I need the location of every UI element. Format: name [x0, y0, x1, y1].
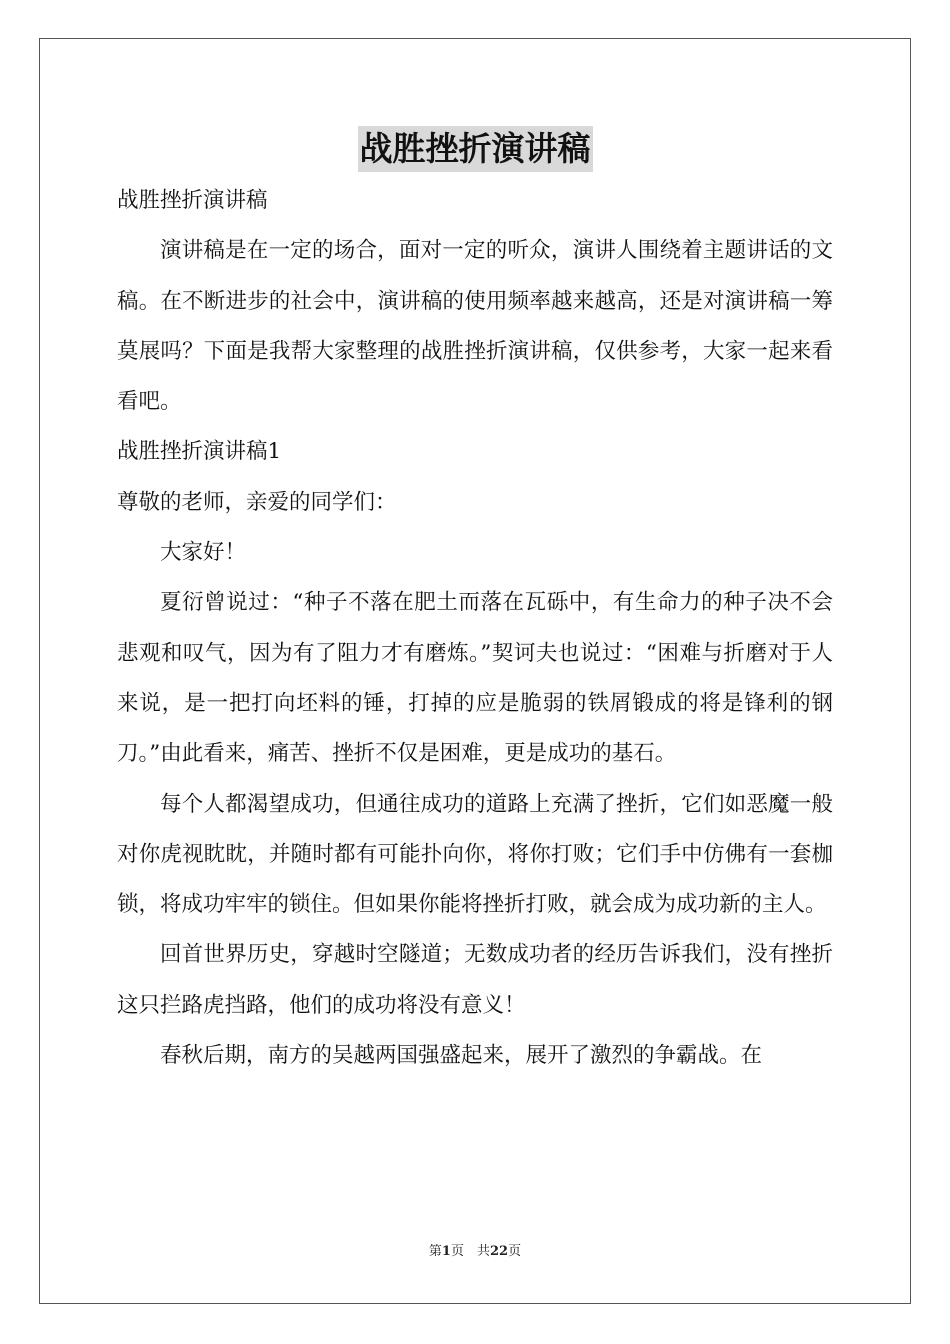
footer-middle: 页 共 [450, 1244, 490, 1259]
footer-prefix: 第 [428, 1244, 442, 1259]
paragraph: 夏衍曾说过：“种子不落在肥土而落在瓦砾中，有生命力的种子决不会悲观和叹气，因为有了阻力才有磨炼。”契诃夫也说过：“困难与折磨对于人来说，是一把打向坯料的锤，打掉的应是脆弱的铁屑锻成的将是锋利的钢刀。”由此看来，痛苦、挫折不仅是困难，更是成功的基石。 [117, 590, 833, 767]
footer-total-pages: 22 [489, 1244, 509, 1259]
paragraph: 尊敬的老师，亲爱的同学们： [117, 489, 397, 515]
page-footer [0, 1243, 950, 1261]
document-body [117, 176, 833, 1081]
paragraph: 回首世界历史，穿越时空隧道；无数成功者的经历告诉我们，没有挫折这只拦路虎挡路，他们的成功将没有意义！ [117, 942, 833, 1018]
document-title: 战胜挫折演讲稿 [358, 126, 593, 172]
paragraph: 战胜挫折演讲稿 [117, 188, 268, 213]
paragraph: 战胜挫折演讲稿1 [117, 439, 282, 465]
footer-page-number: 1 [441, 1244, 451, 1259]
title-container [0, 126, 950, 172]
paragraph: 春秋后期，南方的吴越两国强盛起来，展开了激烈的争霸战。在 [160, 1043, 763, 1069]
paragraph: 每个人都渴望成功，但通往成功的道路上充满了挫折，它们如恶魔一般对你虎视眈眈，并随时都有可能扑向你，将你打败；它们手中仿佛有一套枷锁，将成功牢牢的锁住。但如果你能将挫折打败，就会成为成功新的主人。 [117, 791, 833, 918]
paragraph: 大家好！ [160, 540, 247, 566]
paragraph: 演讲稿是在一定的场合，面对一定的听众，演讲人围绕着主题讲话的文稿。在不断进步的社会中，演讲稿的使用频率越来越高，还是对演讲稿一筹莫展吗？下面是我帮大家整理的战胜挫折演讲稿，仅供参考，大家一起来看看吧。 [117, 238, 833, 415]
footer-suffix: 页 [508, 1244, 522, 1259]
